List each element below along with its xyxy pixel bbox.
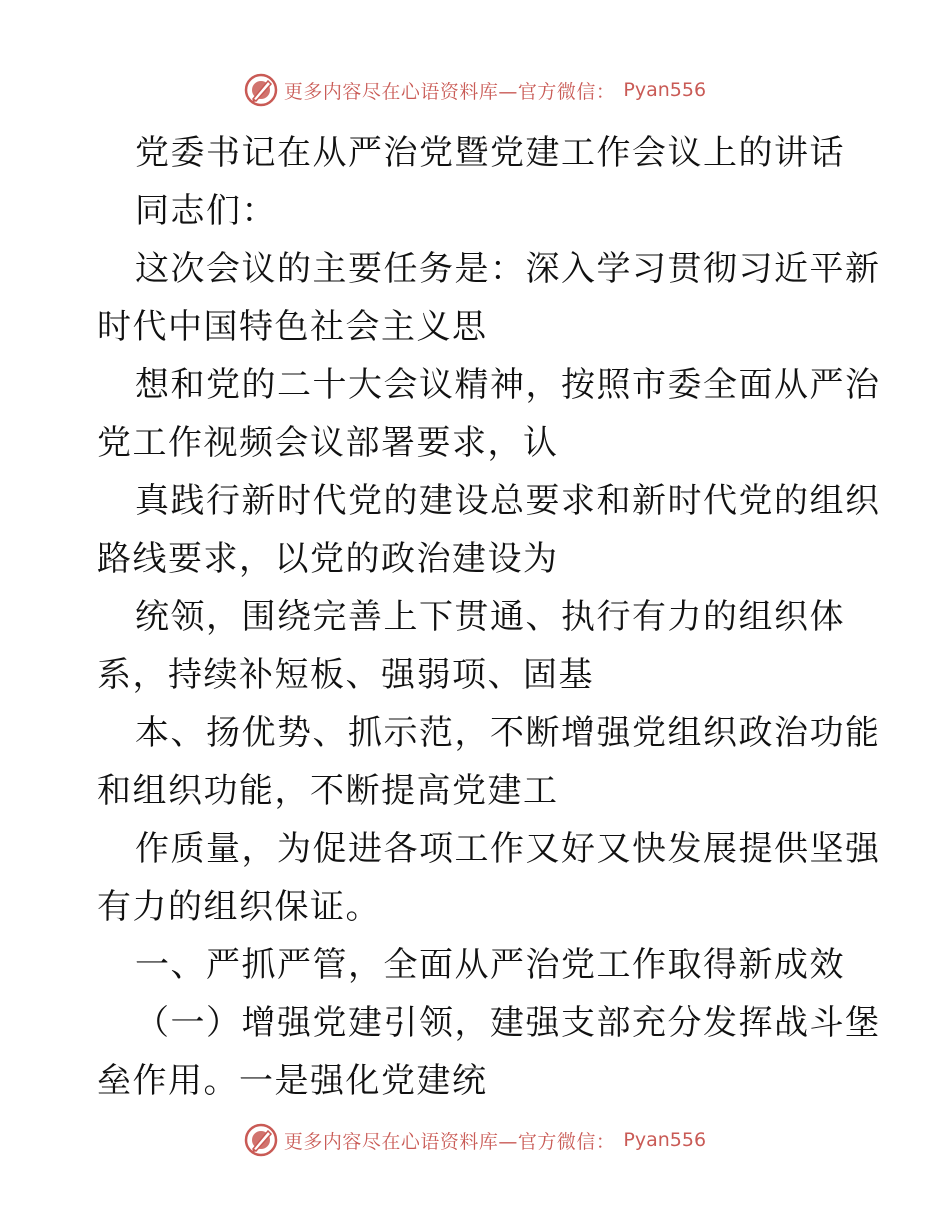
pen-logo-icon [244, 1123, 278, 1157]
text-line: 真践行新时代党的建设总要求和新时代党的组织 [135, 481, 881, 521]
header-watermark [0, 70, 950, 110]
footer-watermark [0, 1120, 950, 1160]
text-line: 垒作用。一是强化党建统 [97, 1061, 488, 1101]
salutation: 同志们： [135, 191, 277, 231]
text-line: 本、扬优势、抓示范，不断增强党组织政治功能 [135, 713, 881, 753]
subsection-heading: （一）增强党建引领，建强支部充分发挥战斗堡 [135, 1003, 881, 1043]
text-line: 这次会议的主要任务是：深入学习贯彻习近平新 [135, 249, 881, 289]
text-line: 系，持续补短板、强弱项、固基 [97, 655, 594, 695]
text-line: 统领，围绕完善上下贯通、执行有力的组织体 [135, 597, 845, 637]
text-line: 想和党的二十大会议精神，按照市委全面从严治 [135, 365, 881, 405]
document-body [97, 124, 881, 1110]
pen-logo-icon [244, 73, 278, 107]
section-heading: 一、严抓严管，全面从严治党工作取得新成效 [135, 945, 845, 985]
watermark-wechat-id: Pyan556 [623, 1129, 707, 1151]
watermark-text: 更多内容尽在心语资料库—官方微信： [283, 1130, 616, 1153]
watermark-wechat-id: Pyan556 [623, 79, 707, 101]
text-line: 党工作视频会议部署要求，认 [97, 423, 559, 463]
document-title: 党委书记在从严治党暨党建工作会议上的讲话 [135, 133, 845, 173]
text-line: 作质量，为促进各项工作又好又快发展提供坚强 [135, 829, 881, 869]
watermark-text: 更多内容尽在心语资料库—官方微信： [283, 80, 616, 103]
text-line: 路线要求，以党的政治建设为 [97, 539, 559, 579]
text-line: 有力的组织保证。 [97, 887, 381, 927]
text-line: 时代中国特色社会主义思 [97, 307, 488, 347]
text-line: 和组织功能，不断提高党建工 [97, 771, 559, 811]
